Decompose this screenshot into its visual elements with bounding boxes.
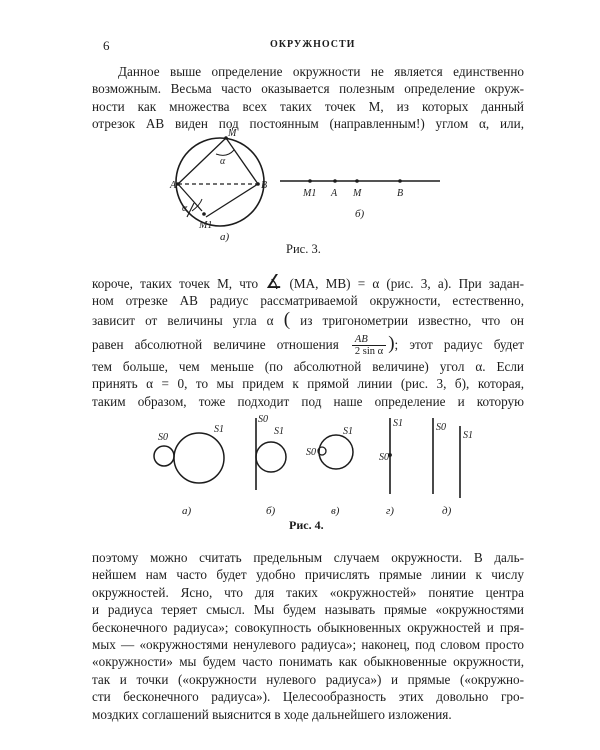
fig3b-diagram xyxy=(280,179,440,220)
fig3a-label-b: B xyxy=(261,180,268,191)
fig4b-diagram xyxy=(256,414,286,517)
para2-line: тем больше, чем меньше (по абсолютной величине) угол α. Если xyxy=(92,358,524,374)
paragraph-2 xyxy=(92,272,524,410)
figure-4-caption: Рис. 4. xyxy=(289,518,324,532)
fig3b-point-m1 xyxy=(308,179,312,183)
fig4b-circle-s1 xyxy=(256,442,286,472)
fig4a-circle-s0 xyxy=(154,446,174,466)
fig3a-label-m1: M1 xyxy=(199,220,213,231)
fig3a-label-a: A xyxy=(170,180,177,191)
fig4c-label-s0: S0 xyxy=(306,447,316,458)
fig3b-point-m xyxy=(355,179,359,183)
para1-line: Данное выше определение окружности не является единственно xyxy=(118,64,524,79)
figure-4 xyxy=(150,414,480,523)
fig3a-point-a xyxy=(176,182,180,186)
paragraph-3 xyxy=(92,549,524,723)
para3-line: «окружности» мы будем часто понимать как обыкновенные окружности, xyxy=(92,654,524,670)
para3-line: моздких соглашений выяснится в ходе дальнейшего изложения. xyxy=(92,706,452,722)
fig4d-label-s1: S1 xyxy=(393,418,403,429)
fig4c-sublabel: в) xyxy=(331,505,340,517)
para1-line: возможным. Весьма часто оказывается полезным определение окруж- xyxy=(92,81,524,97)
fig3b-point-a xyxy=(333,179,337,183)
fig4a-diagram xyxy=(154,424,224,517)
fig3b-label-b: B xyxy=(397,188,404,199)
para2-line: таким образом, тоже подходит под наше определение и которую xyxy=(92,393,524,409)
fig4c-label-s1: S1 xyxy=(343,426,353,437)
para3-line: мых — «окружностями ненулевого радиуса»; наконец, под словом просто xyxy=(92,637,524,653)
para2-line: равен абсолютной величине отношения $\frac{AB}{\text{2 sin α}}$ ); этот радиус будет xyxy=(92,332,524,358)
fig4e-label-s0: S0 xyxy=(436,422,446,433)
page-number: 6 xyxy=(103,38,110,53)
fig3a-point-b xyxy=(256,182,260,186)
fig4e-label-s1: S1 xyxy=(463,430,473,441)
fig4d-label-s0: S0 xyxy=(379,452,389,463)
para2-line: принять α = 0, то мы придем к прямой линии (рис. 3, б), которая, xyxy=(92,376,524,392)
fig3a-label-alpha-top: α xyxy=(220,156,226,167)
fig4b-label-s0: S0 xyxy=(258,414,268,425)
fraction-ab-over-2sin: $\frac{AB}{\text{2 sin α}}$ xyxy=(352,334,386,357)
fig4a-circle-s1 xyxy=(174,433,224,483)
fig4d-diagram xyxy=(379,418,403,517)
fig4e-diagram xyxy=(433,418,473,517)
para2-line: зависит от величины угла α ( из тригонометрии известно, что он xyxy=(92,308,524,330)
fig4a-label-s0: S0 xyxy=(158,432,168,443)
fig4b-sublabel: б) xyxy=(266,505,276,517)
fig3a-label-alpha-bottom: α xyxy=(182,203,188,214)
fig3b-point-b xyxy=(398,179,402,183)
fig4a-sublabel: а) xyxy=(182,505,192,517)
angle-symbol: ∡ xyxy=(265,272,283,293)
fig3a-segment-mb xyxy=(226,138,258,184)
fig4c-circle-s1 xyxy=(319,435,353,469)
para2-line: короче, таких точек M, что ∡ (MA, MB) = α (рис. 3, а). При задан- xyxy=(92,272,524,293)
fig4c-diagram xyxy=(306,426,353,517)
para3-line: сти бесконечного радиуса»). Целесообразность этих довольно гро- xyxy=(92,689,524,705)
fig3a-segment-am xyxy=(178,138,226,184)
fig3b-label-m: M xyxy=(353,188,362,199)
fig3b-label-a: A xyxy=(331,188,338,199)
para3-line: так и точки («окружности нулевого радиуса») и прямые («окружно- xyxy=(92,671,524,687)
para3-line: нейшем нам часто будет удобно причислять прямые линии к числу xyxy=(92,567,524,583)
figure-3-caption: Рис. 3. xyxy=(286,242,321,256)
fig4e-sublabel: д) xyxy=(442,505,452,517)
fig3a-label-m: M xyxy=(228,128,237,139)
fig3a-sublabel: а) xyxy=(220,231,230,243)
fig3b-label-m1: M1 xyxy=(303,188,317,199)
para3-line: бесконечного радиуса»; совокупность обыкновенных окружностей и пря- xyxy=(92,619,524,635)
fig3a-point-m1 xyxy=(202,212,206,216)
fig3a-angle-arc-top xyxy=(216,150,234,155)
para2-line: ном отрезке AB радиус рассматриваемой окружности, естественно, xyxy=(92,293,524,309)
para3-line: и радиуса теряет смысл. Мы будем называть прямые «окружностями xyxy=(92,602,524,618)
right-paren: ) xyxy=(388,332,395,354)
running-head: ОКРУЖНОСТИ xyxy=(270,39,356,50)
paragraph-1 xyxy=(92,63,524,133)
fig3a-diagram xyxy=(169,128,267,243)
fig4b-label-s1: S1 xyxy=(274,426,284,437)
fig3a-segment-bm1 xyxy=(206,184,258,217)
figure-3 xyxy=(150,125,460,245)
para3-line: поэтому можно считать предельным случаем окружности. В даль- xyxy=(92,550,524,565)
para3-line: окружностей. Ясно, что для таких «окружностей» понятие центра xyxy=(92,584,524,600)
para1-line: ности как множества всех таких точек M, из которых данный xyxy=(92,98,524,114)
fig3b-sublabel: б) xyxy=(355,208,365,220)
fig4a-label-s1: S1 xyxy=(214,424,224,435)
para1-line: отрезок AB виден под постоянным (направленным!) углом α, или, xyxy=(92,116,524,132)
fig4d-sublabel: г) xyxy=(386,505,394,517)
left-paren: ( xyxy=(283,308,291,330)
